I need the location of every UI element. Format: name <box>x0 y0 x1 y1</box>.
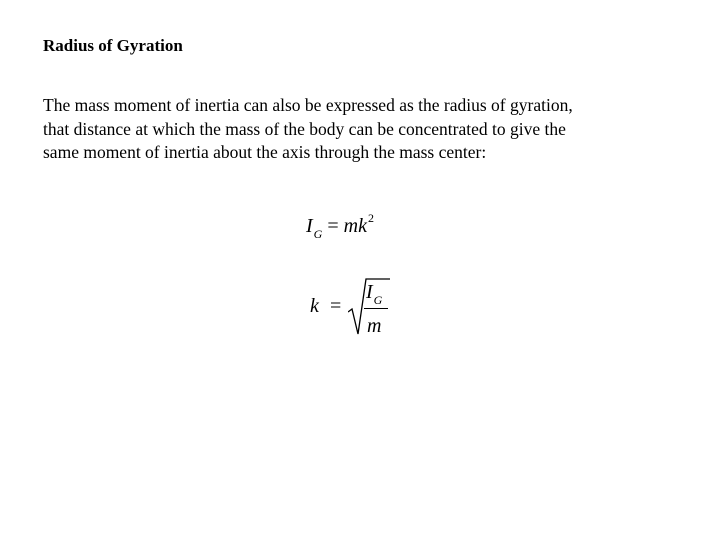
eq1-lhs-symbol: I <box>306 215 313 237</box>
page-title: Radius of Gyration <box>43 36 183 55</box>
paragraph-line-2: that distance at which the mass of the body can be concentrated to give the <box>43 118 566 139</box>
paragraph-line-1: The mass moment of inertia can also be expressed as the radius of gyration, <box>43 95 573 115</box>
equation-inertia <box>306 211 374 241</box>
eq1-lhs-subscript: G <box>313 227 323 241</box>
paragraph-line-3: same moment of inertia about the axis through the mass center: <box>43 142 487 162</box>
eq2-operator: = <box>330 295 342 317</box>
eq2-numerator-symbol: I <box>366 281 373 303</box>
eq1-rhs-symbol: mk <box>343 215 367 237</box>
body-paragraph <box>43 94 683 165</box>
eq1-operator: = <box>327 215 339 237</box>
equation-radius <box>306 276 406 340</box>
eq2-numerator <box>366 281 383 307</box>
eq2-lhs-symbol: k <box>310 295 319 317</box>
eq2-denominator: m <box>367 315 382 337</box>
eq2-numerator-subscript: G <box>373 293 383 307</box>
eq1-rhs-superscript: 2 <box>367 211 374 225</box>
fraction-bar <box>364 308 388 309</box>
